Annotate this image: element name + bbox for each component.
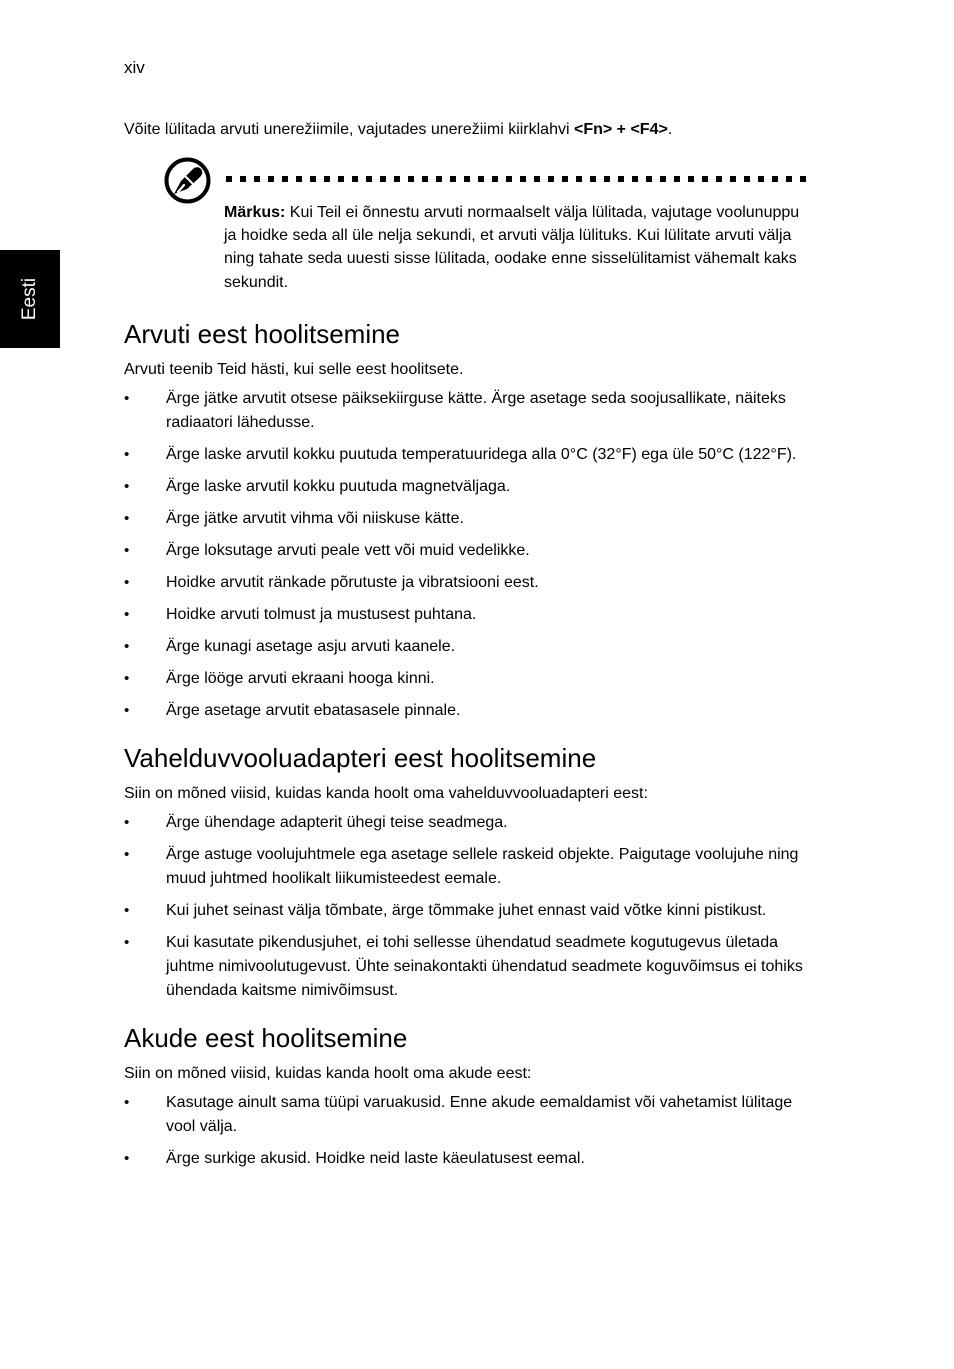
bullet-icon: • xyxy=(124,1094,130,1111)
bullet-icon: • xyxy=(124,814,130,831)
list-item: • Ärge laske arvutil kokku puutuda temperatuuridega alla 0°C (32°F) ega üle 50°C (122°F). xyxy=(124,443,824,467)
main-content xyxy=(124,318,824,1179)
bullet-icon: • xyxy=(124,638,130,655)
note-pen-icon xyxy=(164,157,211,204)
bullet-icon: • xyxy=(124,702,130,719)
bullet-icon: • xyxy=(124,934,130,951)
list-item: • Kui juhet seinast välja tõmbate, ärge tõmmake juhet ennast vaid võtke kinni pistikust. xyxy=(124,899,824,923)
section-battery-care xyxy=(124,1022,824,1171)
list-item: • Ärge kunagi asetage asju arvuti kaanele. xyxy=(124,635,824,659)
section-lead: Arvuti teenib Teid hästi, kui selle eest hoolitsete. xyxy=(124,361,464,378)
section-computer-care xyxy=(124,318,824,723)
bullet-list xyxy=(124,1091,824,1171)
section-lead: Siin on mõned viisid, kuidas kanda hoolt oma akude eest: xyxy=(124,1065,532,1082)
page-number: xiv xyxy=(124,58,145,77)
list-item: • Hoidke arvutit ränkade põrutuste ja vibratsiooni eest. xyxy=(124,571,824,595)
intro-paragraph xyxy=(124,120,672,140)
note-box xyxy=(224,201,816,294)
bullet-icon: • xyxy=(124,478,130,495)
list-item: • Kasutage ainult sama tüüpi varuakusid. Enne akude eemaldamist või vahetamist lülitage vool välja. xyxy=(124,1091,824,1139)
section-title: Akude eest hoolitsemine xyxy=(124,1023,408,1053)
section-adapter-care xyxy=(124,742,824,1003)
section-lead: Siin on mõned viisid, kuidas kanda hoolt oma vahelduvvooluadapteri eest: xyxy=(124,785,648,802)
intro-text: Võite lülitada arvuti unerežiimile, vajutades unerežiimi kiirklahvi xyxy=(124,121,574,138)
language-tab-label: Eesti xyxy=(19,277,40,321)
bullet-icon: • xyxy=(124,542,130,559)
keyboard-shortcut: <Fn> + <F4> xyxy=(573,121,668,138)
list-item: • Ärge jätke arvutit otsese päiksekiirguse kätte. Ärge asetage seda soojusallikate, näiteks radiaatori lähedusse. xyxy=(124,387,824,435)
bullet-icon: • xyxy=(124,446,130,463)
bullet-list xyxy=(124,811,824,1003)
language-side-tab xyxy=(0,250,60,348)
bullet-icon: • xyxy=(124,390,130,407)
bullet-list xyxy=(124,387,824,723)
list-item: • Ärge jätke arvutit vihma või niiskuse kätte. xyxy=(124,507,824,531)
note-dotted-divider xyxy=(226,176,810,182)
bullet-icon: • xyxy=(124,670,130,687)
section-title: Vahelduvvooluadapteri eest hoolitsemine xyxy=(124,743,597,773)
list-item: • Ärge laske arvutil kokku puutuda magnetväljaga. xyxy=(124,475,824,499)
note-body: Kui Teil ei õnnestu arvuti normaalselt välja lülitada, vajutage voolunuppu ja hoidke seda all üle nelja sekundi, et arvuti välja lülituks. Kui lülitate arvuti välja ning tahate seda uuesti sisse lülitada, oodake enne sisselülitamist vähemalt kaks sekundit. xyxy=(224,204,800,291)
intro-end: . xyxy=(667,121,673,138)
list-item: • Ärge loksutage arvuti peale vett või muid vedelikke. xyxy=(124,539,824,563)
list-item: • Ärge astuge voolujuhtmele ega asetage sellele raskeid objekte. Paigutage voolujuhe ning muud juhtmed hoolikalt liikumisteedest eemale. xyxy=(124,843,824,891)
list-item: • Ärge surkige akusid. Hoidke neid laste käeulatusest eemal. xyxy=(124,1147,824,1171)
section-title: Arvuti eest hoolitsemine xyxy=(124,319,401,349)
bullet-icon: • xyxy=(124,574,130,591)
bullet-icon: • xyxy=(124,606,130,623)
list-item: • Hoidke arvuti tolmust ja mustusest puhtana. xyxy=(124,603,824,627)
list-item: • Ärge lööge arvuti ekraani hooga kinni. xyxy=(124,667,824,691)
list-item: • Ärge ühendage adapterit ühegi teise seadmega. xyxy=(124,811,824,835)
list-item: • Kui kasutate pikendusjuhet, ei tohi sellesse ühendatud seadmete kogutugevus ületada juhtme nimivoolutugevust. Ühte seinakontakti ühendatud seadmete koguvõimsus ei tohiks ühendada kaitsme nimivõimsust. xyxy=(124,931,824,1003)
note-label: Märkus: xyxy=(224,204,286,221)
bullet-icon: • xyxy=(124,510,130,527)
bullet-icon: • xyxy=(124,902,130,919)
list-item: • Ärge asetage arvutit ebatasasele pinnale. xyxy=(124,699,824,723)
bullet-icon: • xyxy=(124,846,130,863)
bullet-icon: • xyxy=(124,1150,130,1167)
